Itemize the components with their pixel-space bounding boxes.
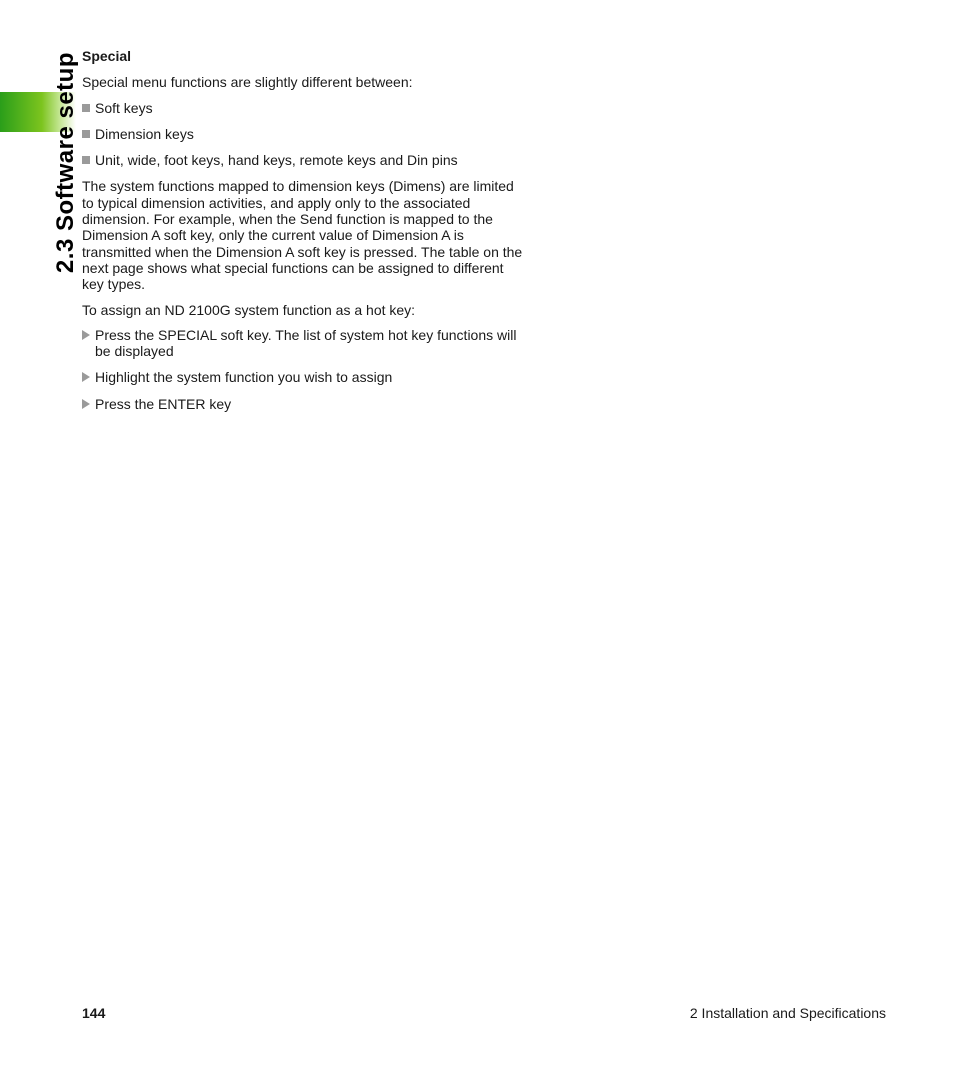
list-item — [82, 152, 527, 168]
step-arrow-icon — [82, 399, 90, 409]
bullet-square-icon — [82, 104, 90, 112]
list-item-text: Unit, wide, foot keys, hand keys, remote keys and Din pins — [95, 152, 458, 169]
step-text: Highlight the system function you wish to assign — [95, 369, 393, 386]
main-content — [82, 48, 527, 422]
step-arrow-icon — [82, 330, 90, 340]
step-arrow-icon — [82, 372, 90, 382]
chapter-title: 2 Installation and Specifications — [689, 1005, 886, 1021]
step-item — [82, 327, 527, 360]
list-item-text: Dimension keys — [95, 125, 194, 142]
list-item-text: Soft keys — [95, 99, 153, 116]
step-text: Press the ENTER key — [95, 395, 232, 412]
list-item — [82, 126, 527, 142]
intro-paragraph: Special menu functions are slightly different between: — [82, 74, 413, 91]
bullet-square-icon — [82, 156, 90, 164]
section-heading: Special — [82, 48, 132, 64]
page-number: 144 — [82, 1005, 106, 1021]
step-text: Press the SPECIAL soft key. The list of system hot key functions will be displayed — [95, 326, 517, 360]
step-item — [82, 369, 527, 385]
section-title: 2.3 Software setup — [52, 52, 79, 274]
step-item — [82, 396, 527, 412]
bullet-square-icon — [82, 130, 90, 138]
list-item — [82, 100, 527, 116]
description-paragraph: The system functions mapped to dimension keys (Dimens) are limited to typical dimension activities, and apply only to the associated dimension. For example, when the Send function is mapped to the Dimension A soft key, only the current value of Dimension A is transmitted when the Dimension A soft key is pressed. The table on the next page shows what special functions can be assigned to different key types. — [82, 178, 523, 293]
assign-intro: To assign an ND 2100G system function as a hot key: — [82, 301, 416, 318]
